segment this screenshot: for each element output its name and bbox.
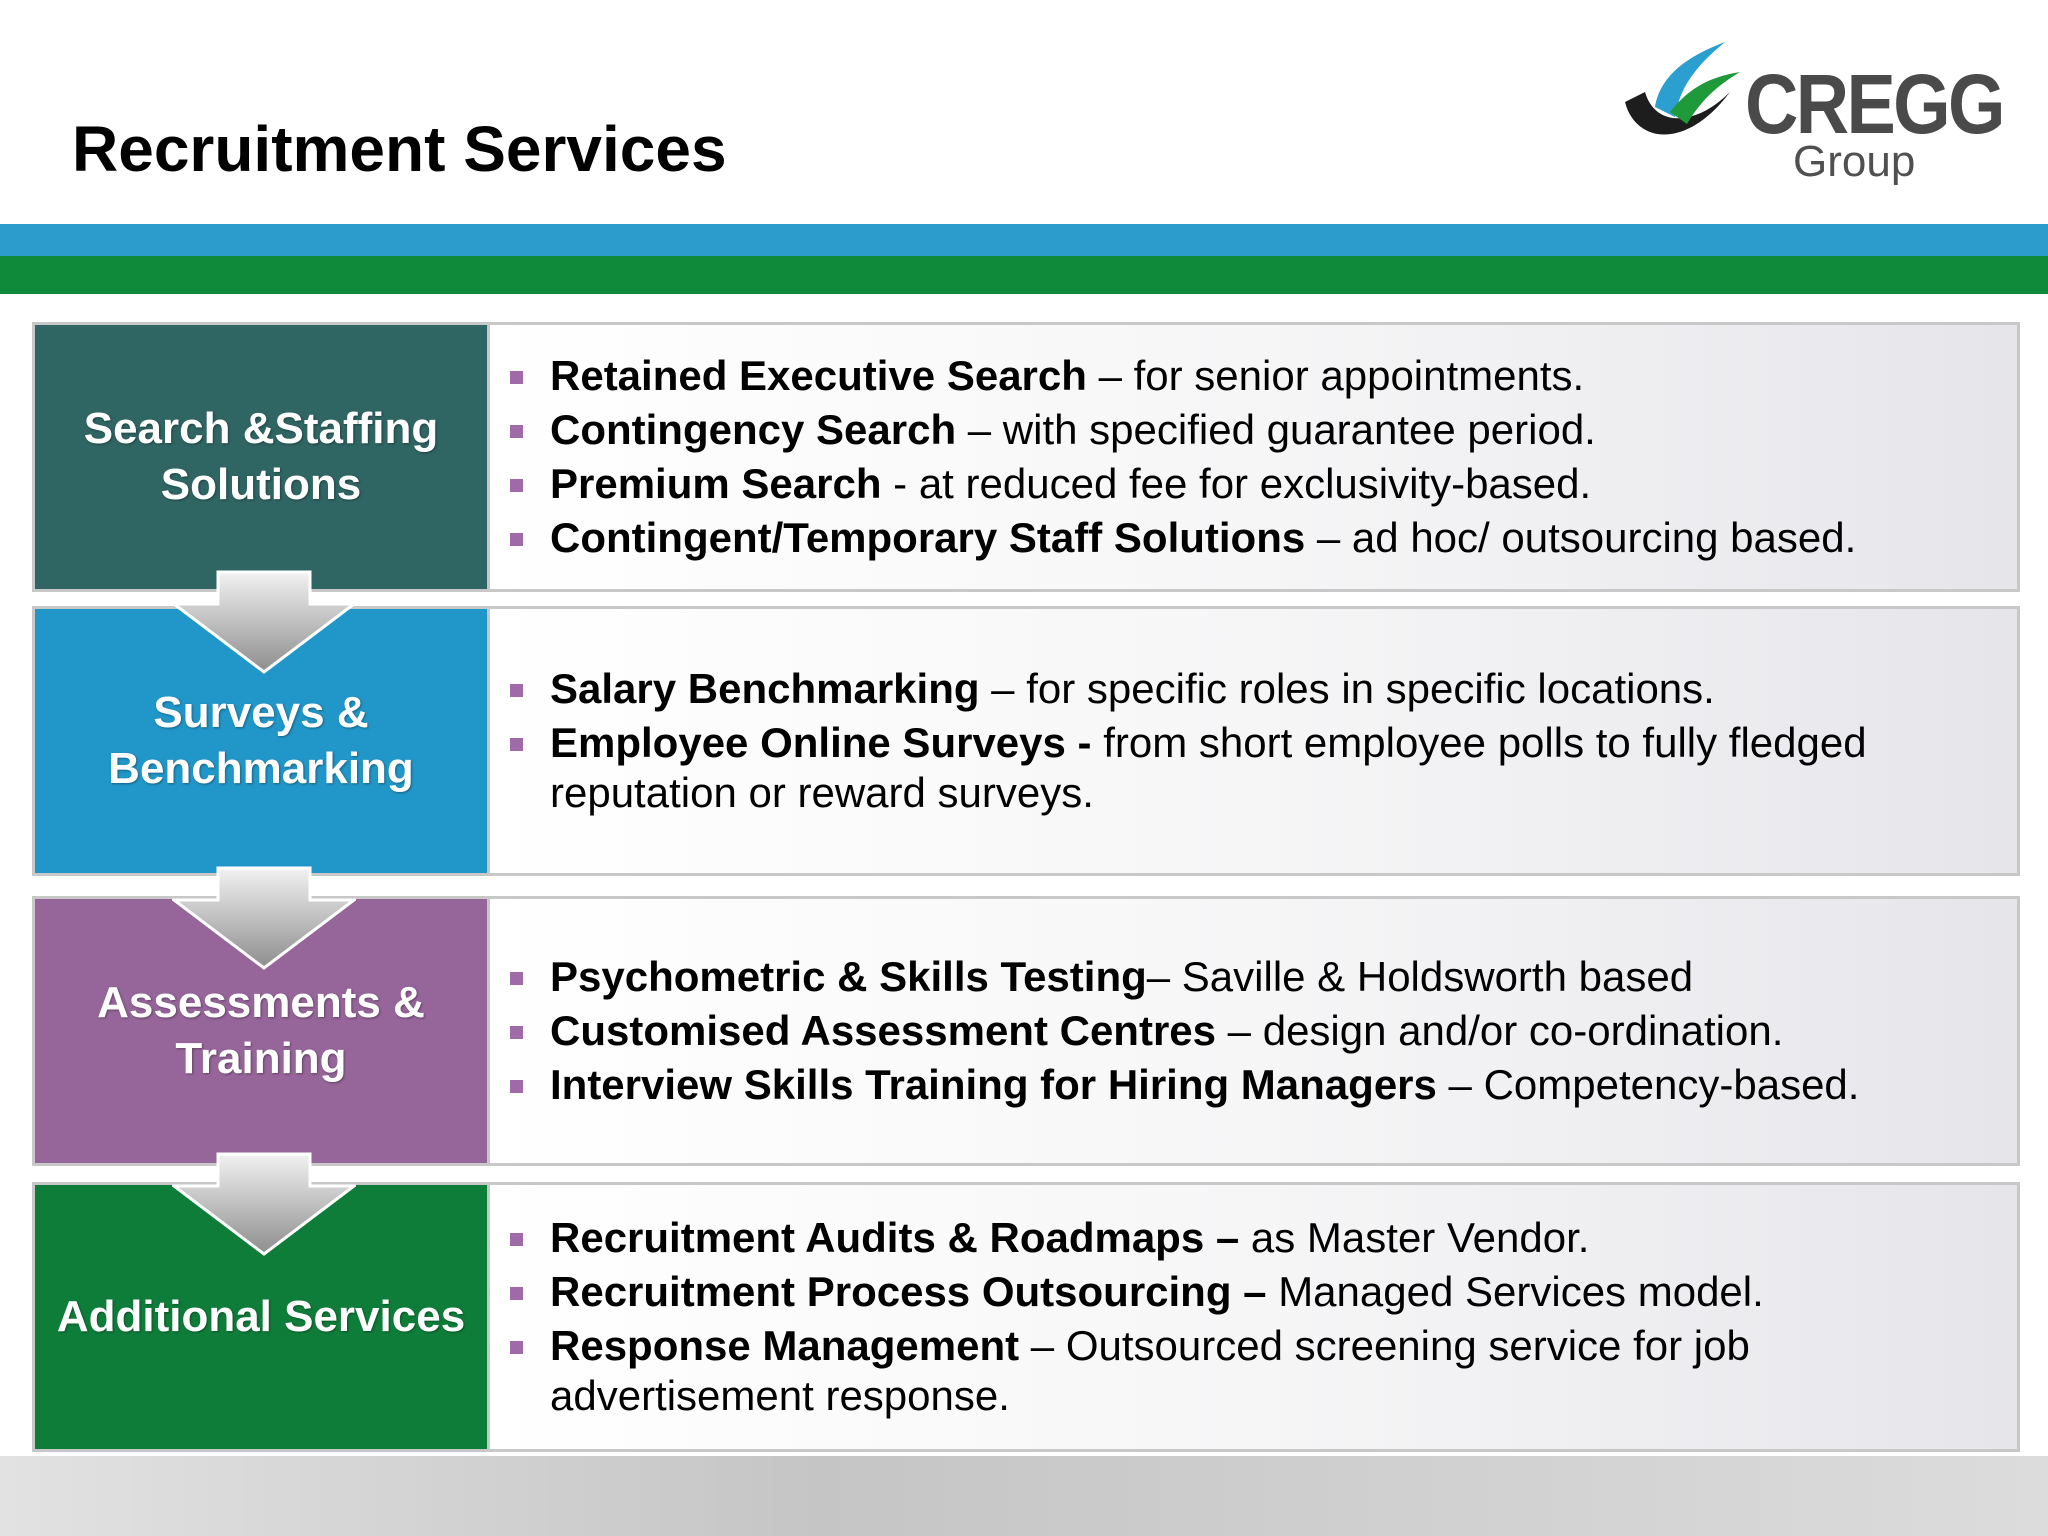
item-title: Psychometric & Skills Testing <box>550 953 1147 1000</box>
item-title: Employee Online Surveys - <box>550 719 1092 766</box>
item-description: – with specified guarantee period. <box>956 406 1596 453</box>
item-title: Interview Skills Training for Hiring Managers <box>550 1061 1437 1108</box>
bullet-square-icon <box>510 1341 523 1354</box>
header-band-green <box>0 256 2048 294</box>
footer-band <box>0 1456 2048 1536</box>
list-item <box>550 718 1997 818</box>
row-label-line: Search &Staffing <box>83 404 439 453</box>
item-description: – for senior appointments. <box>1086 352 1585 399</box>
row-content <box>490 1182 2020 1452</box>
list-item <box>550 1060 1997 1110</box>
item-description: – Competency-based. <box>1436 1061 1860 1108</box>
row-label-line: Benchmarking <box>108 744 414 793</box>
bullet-square-icon <box>510 1080 523 1093</box>
row-label-line: Assessments & <box>97 978 425 1027</box>
row-content <box>490 322 2020 592</box>
row-content <box>490 896 2020 1166</box>
item-title: Recruitment Process Outsourcing – <box>550 1268 1267 1315</box>
item-title: Premium Search <box>550 460 882 507</box>
item-description: – ad hoc/ outsourcing based. <box>1305 514 1857 561</box>
item-description: as Master Vendor. <box>1239 1214 1590 1261</box>
item-description: from short employee polls to fully fledged reputation or reward surveys. <box>550 719 1867 816</box>
row-label-line: Solutions <box>160 460 362 509</box>
list-item <box>550 1321 1997 1421</box>
bullet-square-icon <box>510 479 523 492</box>
list-item <box>550 1267 1997 1317</box>
logo-name: CREGG <box>1745 57 2003 151</box>
bullet-square-icon <box>510 1026 523 1039</box>
row-label-line: Surveys & <box>153 688 369 737</box>
item-description: – for specific roles in specific locations. <box>979 665 1715 712</box>
page-title: Recruitment Services <box>72 113 727 185</box>
list-item <box>550 1006 1997 1056</box>
item-description: – design and/or co-ordination. <box>1216 1007 1784 1054</box>
item-title: Contingent/Temporary Staff Solutions <box>550 514 1306 561</box>
bullet-square-icon <box>510 425 523 438</box>
down-arrow-icon <box>172 1152 356 1256</box>
item-title: Salary Benchmarking <box>550 665 980 712</box>
list-item <box>550 664 1997 714</box>
row-label <box>32 322 490 592</box>
item-title: Contingency Search <box>550 406 957 453</box>
down-arrow-icon <box>172 866 356 970</box>
bullet-square-icon <box>510 371 523 384</box>
list-item <box>550 459 1997 509</box>
bullet-square-icon <box>510 972 523 985</box>
row-label-line: Additional Services <box>56 1292 466 1341</box>
logo-subtitle: Group <box>1793 137 1916 186</box>
row-label-line: Training <box>175 1034 347 1083</box>
service-row-search-staffing <box>32 322 2020 592</box>
item-title: Customised Assessment Centres <box>550 1007 1217 1054</box>
bullet-square-icon <box>510 533 523 546</box>
item-description: – Saville & Holdsworth based <box>1146 953 1694 1000</box>
item-description: Managed Services model. <box>1266 1268 1764 1315</box>
bullet-square-icon <box>510 684 523 697</box>
down-arrow-icon <box>172 570 356 674</box>
header-band-blue <box>0 224 2048 256</box>
item-title: Response Management <box>550 1322 1020 1369</box>
item-description: – Outsourced screening service for job advertisement response. <box>550 1322 1750 1419</box>
list-item <box>550 1213 1997 1263</box>
bullet-square-icon <box>510 1233 523 1246</box>
item-title: Recruitment Audits & Roadmaps – <box>550 1214 1240 1261</box>
list-item <box>550 405 1997 455</box>
item-title: Retained Executive Search <box>550 352 1087 399</box>
bullet-square-icon <box>510 738 523 751</box>
bullet-square-icon <box>510 1287 523 1300</box>
list-item <box>550 513 1997 563</box>
company-logo <box>1615 32 2005 202</box>
list-item <box>550 952 1997 1002</box>
list-item <box>550 351 1997 401</box>
row-content <box>490 606 2020 876</box>
item-description: - at reduced fee for exclusivity-based. <box>881 460 1592 507</box>
swoosh-icon <box>1615 32 1745 162</box>
